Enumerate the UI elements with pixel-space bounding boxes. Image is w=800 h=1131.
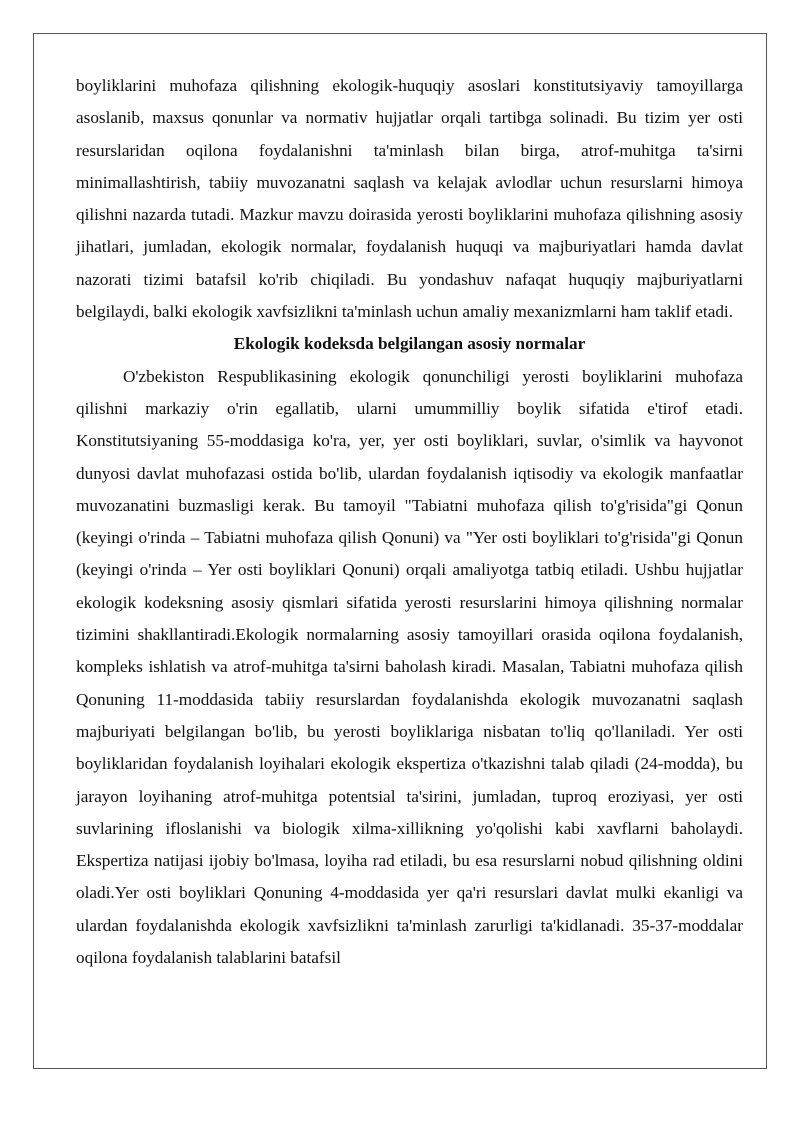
paragraph-main: O'zbekiston Respublikasining ekologik qonunchiligi yerosti boyliklarini muhofaza qilishni markaziy o'rin egallatib, ularni umummilliy boylik sifatida e'tirof etadi. Konstitutsiyaning 55-moddasiga ko'ra, yer, yer osti boyliklari, suvlar, o'simlik va hayvonot dunyosi davlat muhofazasi ostida bo'lib, ulardan foydalanish iqtisodiy va ekologik manfaatlar muvozanatini buzmasligi kerak. Bu tamoyil "Tabiatni muhofaza qilish to'g'risida"gi Qonun (keyingi o'rinda – Tabiatni muhofaza qilish Qonuni) va "Yer osti boyliklari to'g'risida"gi Qonun (keyingi o'rinda – Yer osti boyliklari Qonuni) orqali amaliyotga tatbiq etiladi. Ushbu hujjatlar ekologik kodeksning asosiy qismlari sifatida yerosti resurslarini himoya qilishning normalar tizimini shakllantiradi.Ekologik normalarning asosiy tamoyillari orasida oqilona foydalanish, kompleks ishlatish va atrof-muhitga ta'sirni baholash kiradi. Masalan, Tabiatni muhofaza qilish Qonuning 11-moddasida tabiiy resurslardan foydalanishda ekologik muvozanatni saqlash majburiyati belgilangan bo'lib, bu yerosti boyliklariga nisbatan to'liq qo'llaniladi. Yer osti boyliklaridan foydalanish loyihalari ekologik ekspertiza o'tkazishni talab qiladi (24-modda), bu jarayon loyihaning atrof-muhitga potentsial ta'sirini, jumladan, tuproq eroziyasi, yer osti suvlarining ifloslanishi va biologik xilma-xillikning yo'qolishi kabi xavflarni baholaydi. Ekspertiza natijasi ijobiy bo'lmasa, loyiha rad etiladi, bu esa resurslarni nobud qilishning oldini oladi.Yer osti boyliklari Qonuning 4-moddasida yer qa'ri resurslari davlat mulki ekanligi va ulardan foydalanishda ekologik xavfsizlikni ta'minlash zarurligi ta'kidlanadi. 35-37-moddalar oqilona foydalanish talablarini batafsil — [76, 366, 743, 968]
paragraph-intro: boyliklarini muhofaza qilishning ekologik-huquqiy asoslari konstitutsiyaviy tamoyillarga asoslanib, maxsus qonunlar va normativ hujjatlar orqali tartibga solinadi. Bu tizim yer osti resurslaridan oqilona foydalanishni ta'minlash bilan birga, atrof-muhitga ta'sirni minimallashtirish, tabiiy muvozanatni saqlash va kelajak avlodlar uchun resurslarni himoya qilishni nazarda tutadi. Mazkur mavzu doirasida yerosti boyliklarini muhofaza qilishning asosiy jihatlari, jumladan, ekologik normalar, foydalanish huquqi va majburiyatlari hamda davlat nazorati tizimi batafsil ko'rib chiqiladi. Bu yondashuv nafaqat huquqiy majburiyatlarni belgilaydi, balki ekologik xavfsizlikni ta'minlash uchun amaliy mexanizmlarni ham taklif etadi. — [76, 76, 743, 322]
section-heading: Ekologik kodeksda belgilangan asosiy normalar — [233, 334, 586, 354]
document-body — [76, 70, 743, 974]
